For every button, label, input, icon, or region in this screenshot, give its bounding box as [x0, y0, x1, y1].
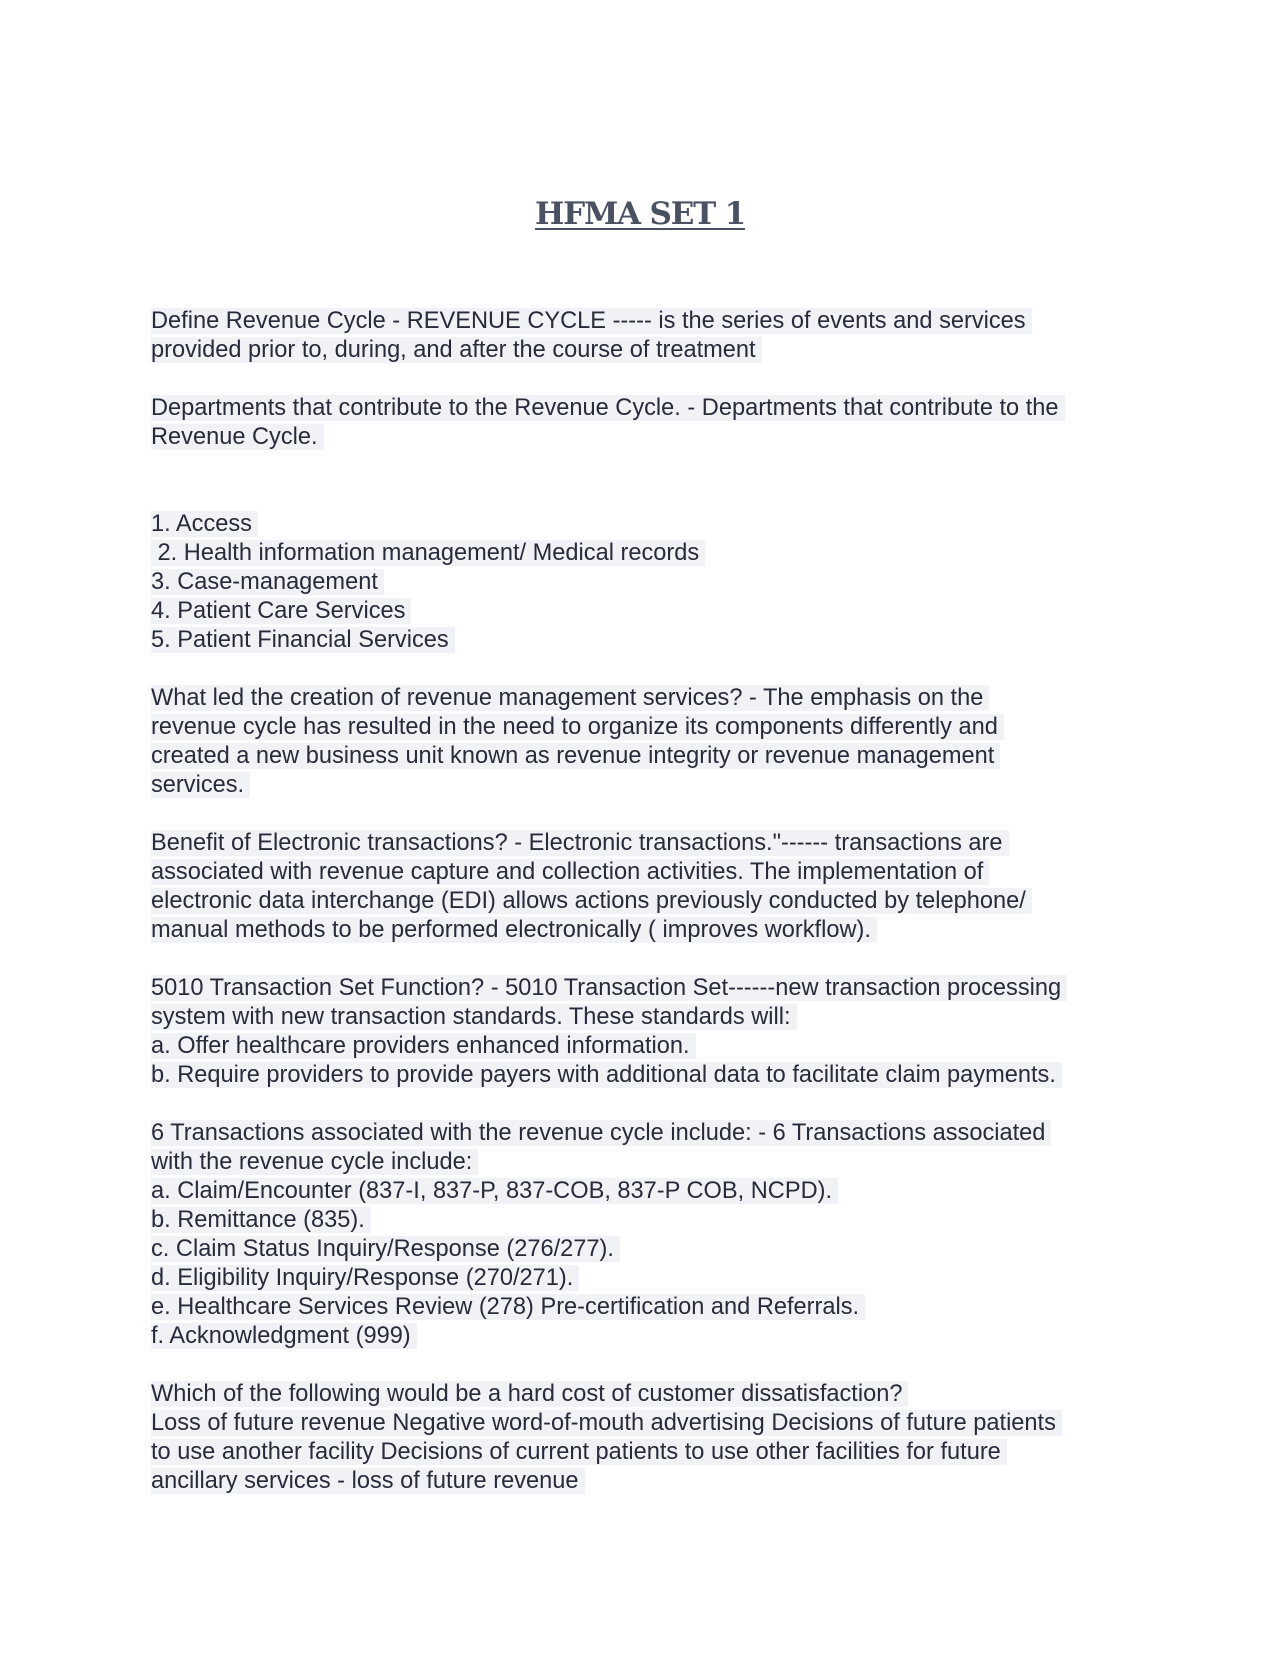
list-item: c. Claim Status Inquiry/Response (276/277).: [151, 1236, 620, 1262]
qa-hard-cost-dissatisfaction: [151, 1380, 1151, 1496]
text-line: Which of the following would be a hard cost of customer dissatisfaction?: [151, 1381, 908, 1407]
text-line: Benefit of Electronic transactions? - Electronic transactions."------ transactions are: [151, 830, 1009, 856]
paragraph-gap: [151, 800, 1151, 829]
list-item: d. Eligibility Inquiry/Response (270/271).: [151, 1265, 579, 1291]
text-line: provided prior to, during, and after the course of treatment: [151, 337, 762, 363]
text-line: 5010 Transaction Set Function? - 5010 Transaction Set------new transaction processing: [151, 975, 1067, 1001]
qa-six-transactions: [151, 1119, 1151, 1351]
text-line: with the revenue cycle include:: [151, 1149, 478, 1175]
text-line: What led the creation of revenue management services? - The emphasis on the: [151, 685, 989, 711]
page-title: HFMA SET 1: [535, 196, 745, 232]
list-item: a. Offer healthcare providers enhanced information.: [151, 1033, 696, 1059]
list-item: a. Claim/Encounter (837-I, 837-P, 837-COB, 837-P COB, NCPD).: [151, 1178, 838, 1204]
qa-5010-transaction-set: [151, 974, 1151, 1090]
text-line: Loss of future revenue Negative word-of-mouth advertising Decisions of future patients: [151, 1410, 1062, 1436]
paragraph-gap: [151, 1090, 1151, 1119]
list-item: f. Acknowledgment (999): [151, 1323, 417, 1349]
text-line: Revenue Cycle.: [151, 424, 324, 450]
text-line: to use another facility Decisions of current patients to use other facilities for future: [151, 1439, 1007, 1465]
text-line: ancillary services - loss of future revenue: [151, 1468, 585, 1494]
list-item: 5. Patient Financial Services: [151, 627, 455, 653]
text-line: manual methods to be performed electronically ( improves workflow).: [151, 917, 877, 943]
paragraph-gap: [151, 945, 1151, 974]
list-item: e. Healthcare Services Review (278) Pre-certification and Referrals.: [151, 1294, 865, 1320]
text-line: system with new transaction standards. These standards will:: [151, 1004, 797, 1030]
text-line: associated with revenue capture and collection activities. The implementation of: [151, 859, 989, 885]
paragraph-gap: [151, 655, 1151, 684]
qa-revenue-management: [151, 684, 1151, 800]
text-line: services.: [151, 772, 250, 798]
text-line: revenue cycle has resulted in the need to organize its components differently and: [151, 714, 1004, 740]
text-line: created a new business unit known as revenue integrity or revenue management: [151, 743, 1000, 769]
document-body: [151, 307, 1151, 1496]
text-line: Define Revenue Cycle - REVENUE CYCLE ----- is the series of events and services: [151, 308, 1032, 334]
text-line: Departments that contribute to the Revenue Cycle. - Departments that contribute to the: [151, 395, 1065, 421]
list-item: 1. Access: [151, 511, 258, 537]
list-item: 4. Patient Care Services: [151, 598, 411, 624]
list-item: 3. Case-management: [151, 569, 384, 595]
list-item: b. Require providers to provide payers with additional data to facilitate claim payments.: [151, 1062, 1062, 1088]
text-line: 6 Transactions associated with the revenue cycle include: - 6 Transactions associated: [151, 1120, 1051, 1146]
qa-revenue-cycle: [151, 307, 1151, 365]
qa-electronic-transactions: [151, 829, 1151, 945]
list-item: b. Remittance (835).: [151, 1207, 371, 1233]
list-item: 2. Health information management/ Medical records: [151, 540, 705, 566]
text-line: electronic data interchange (EDI) allows actions previously conducted by telephone/: [151, 888, 1032, 914]
paragraph-gap: [151, 365, 1151, 394]
paragraph-gap: [151, 452, 1151, 510]
paragraph-gap: [151, 1351, 1151, 1380]
qa-departments: [151, 394, 1151, 655]
